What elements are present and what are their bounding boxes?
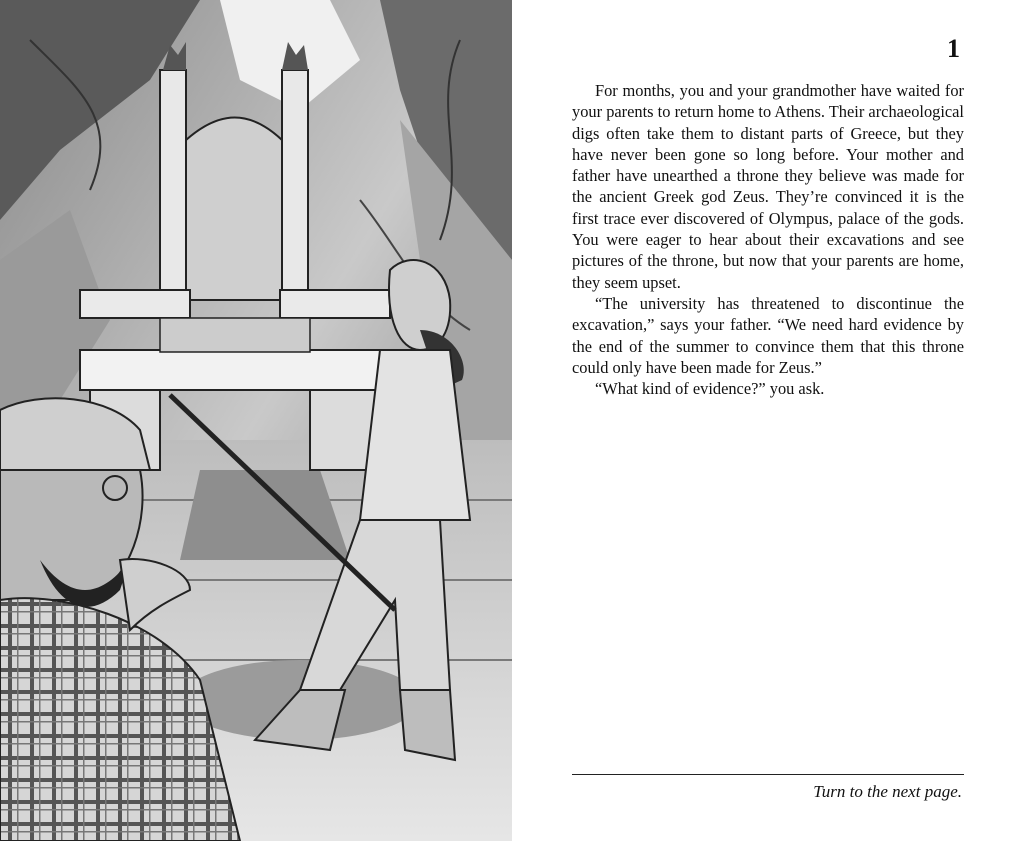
turn-page-instruction: Turn to the next page.	[813, 782, 962, 801]
page-number: 1	[947, 34, 960, 63]
text-page	[512, 0, 1024, 841]
body-text	[572, 80, 964, 399]
footer-divider	[572, 774, 964, 775]
paragraph: For months, you and your grandmother have waited for your parents to return home to Athens. Their archaeological digs often take them to distant parts of Greece, but they have never been gone so long before. Your mother and father have unearthed a throne they believe was made for the ancient Greek god Zeus. They’re convinced it is the first trace ever discovered of Olympus, palace of the gods. You were eager to hear about their excavations and see pictures of the throne, but now that your parents are home, they seem upset.	[572, 81, 964, 292]
paragraph: “The university has threatened to discontinue the excavation,” says your father. “We need hard evidence by the end of the summer to convince them that this throne could only have been made for Zeus.”	[572, 293, 964, 377]
paragraph: “What kind of evidence?” you ask.	[595, 379, 825, 399]
